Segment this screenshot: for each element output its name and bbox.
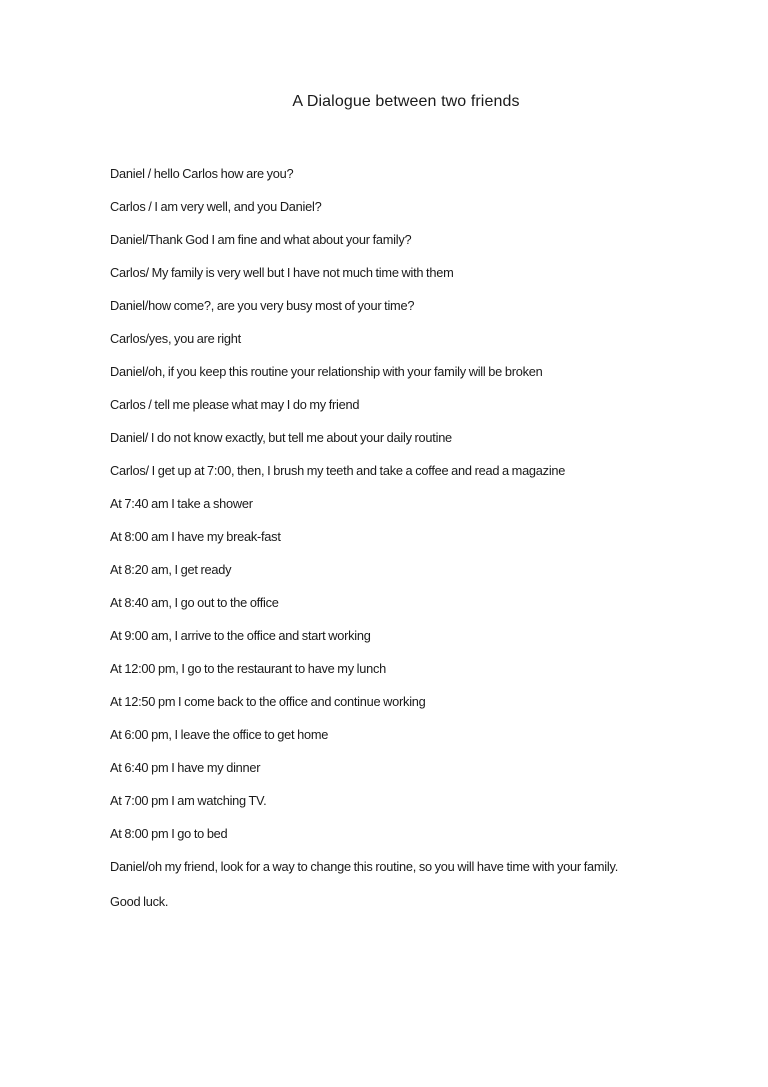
dialogue-line: Daniel / hello Carlos how are you? <box>110 166 294 181</box>
dialogue-line: Carlos/yes, you are right <box>110 331 241 346</box>
schedule-line: At 6:00 pm, I leave the office to get home <box>110 727 329 742</box>
schedule-line: At 7:00 pm I am watching TV. <box>110 793 267 808</box>
schedule-line: At 8:00 pm I go to bed <box>110 826 228 841</box>
schedule-line: At 7:40 am I take a shower <box>110 496 253 511</box>
dialogue-line: Daniel/oh my friend, look for a way to change this routine, so you will have time with your family. <box>110 859 618 874</box>
schedule-line: At 8:00 am I have my break-fast <box>110 529 281 544</box>
schedule-line: At 9:00 am, I arrive to the office and start working <box>110 628 371 643</box>
schedule-line: At 8:40 am, I go out to the office <box>110 595 279 610</box>
closing-line: Good luck. <box>110 894 169 909</box>
dialogue-line: Carlos/ I get up at 7:00, then, I brush my teeth and take a coffee and read a magazine <box>110 463 566 478</box>
schedule-line: At 12:50 pm I come back to the office and continue working <box>110 694 426 709</box>
schedule-line: At 6:40 pm I have my dinner <box>110 760 261 775</box>
schedule-line: At 8:20 am, I get ready <box>110 562 232 577</box>
dialogue-body <box>110 165 650 926</box>
dialogue-line: Daniel/oh, if you keep this routine your relationship with your family will be broken <box>110 364 543 379</box>
dialogue-line: Carlos / I am very well, and you Daniel? <box>110 199 322 214</box>
dialogue-line: Daniel/how come?, are you very busy most of your time? <box>110 298 415 313</box>
dialogue-line: Carlos/ My family is very well but I have not much time with them <box>110 265 454 280</box>
document-title: A Dialogue between two friends <box>292 93 520 110</box>
dialogue-line: Carlos / tell me please what may I do my friend <box>110 397 360 412</box>
dialogue-line: Daniel/Thank God I am fine and what about your family? <box>110 232 412 247</box>
schedule-line: At 12:00 pm, I go to the restaurant to have my lunch <box>110 661 386 676</box>
dialogue-line: Daniel/ I do not know exactly, but tell me about your daily routine <box>110 430 452 445</box>
